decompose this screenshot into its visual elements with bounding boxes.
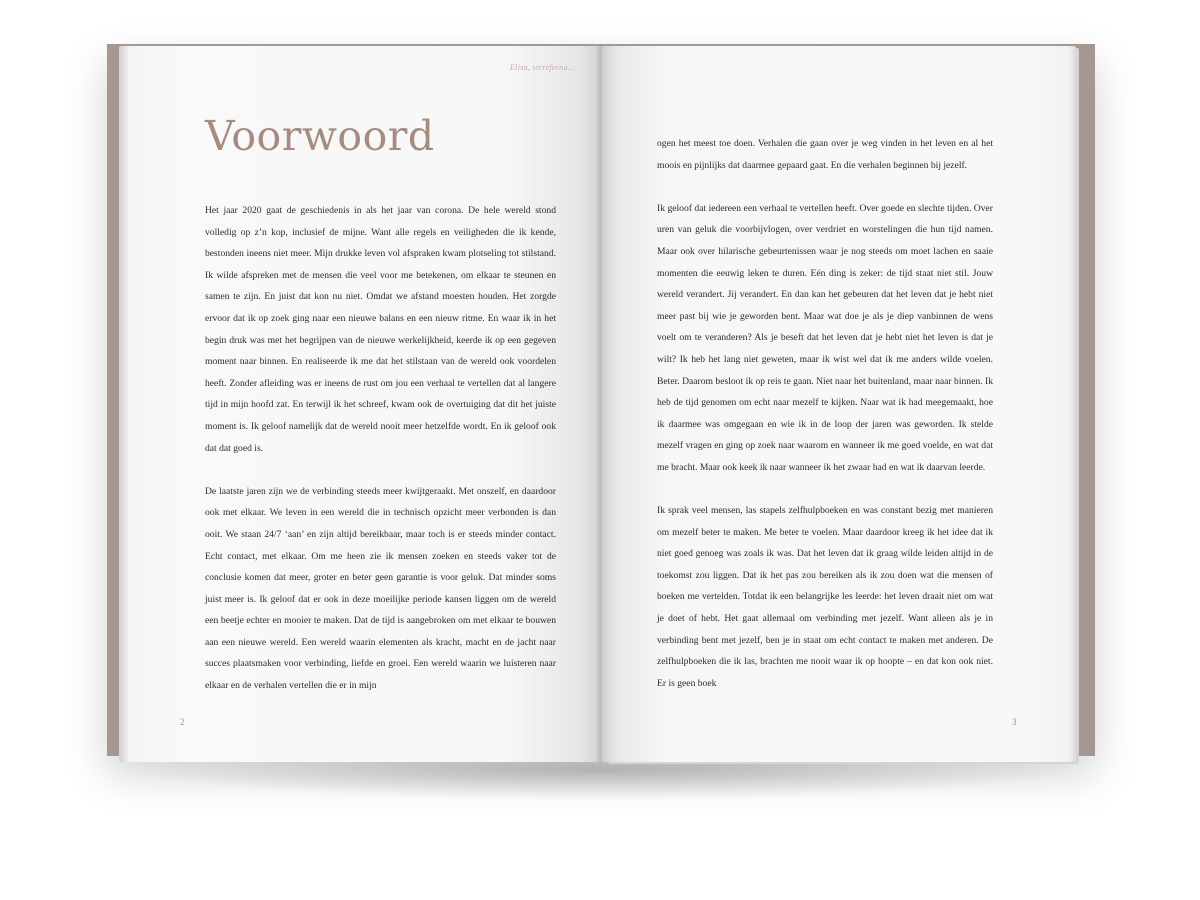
running-head: Elisa, terreferna...	[510, 63, 575, 72]
right-paragraph-3: Ik sprak veel mensen, las stapels zelfhulpboeken en was constant bezig met manieren om mezelf beter te maken. Me beter te voelen. Maar daardoor kreeg ik het idee dat ik niet goed genoeg was zoals ik was. Dat het leven dat ik graag wilde leiden altijd in de toekomst zou liggen. Dat ik het pas zou bereiken als ik zou doen wat die mensen of boeken me vertelden. Totdat ik een belangrijke les leerde: het leven draait niet om wat je doet of hebt. Het gaat allemaal om verbinding met jezelf. Want alleen als je in verbinding bent met jezelf, ben je in staat om echt contact te maken met anderen. De zelfhulpboeken die ik las, brachten me nooit waar ik op hoopte – en dat kon ook niet. Er is geen boek	[657, 505, 993, 689]
right-paragraph-2: Ik geloof dat iedereen een verhaal te vertellen heeft. Over goede en slechte tijden. Over uren van geluk die voorbijvlogen, over verdriet en worstelingen die hun tijd namen. Maar ook over hilarische gebeurtenissen waar je nog steeds om moet lachen en saaie momenten die eeuwig leken te duren. Eén ding is zeker: de tijd staat niet stil. Jouw wereld verandert. Jij verandert. En dan kan het gebeuren dat het leven dat je hebt niet meer past bij wie je geworden bent. Maar wat doe je als je diep vanbinnen de wens voelt om te veranderen? Als je beseft dat het leven dat je hebt niet het leven is dat je wilt? Ik heb het lang niet geweten, maar ik wist wel dat ik me anders wilde voelen. Beter. Daarom besloot ik op reis te gaan. Niet naar het buitenland, maar naar binnen. Ik heb de tijd genomen om echt naar mezelf te kijken. Naar wat ik had meegemaakt, hoe ik daarmee was omgegaan en wie ik in de loop der jaren was geworden. Ik stelde mezelf vragen en ging op zoek naar waarom en wanneer ik me goed voelde, en wat dat me bracht. Maar ook keek ik naar wanneer ik het zwaar had en wat ik daarvan leerde.	[657, 202, 993, 473]
page-number-right: 3	[1012, 717, 1017, 727]
left-page-body	[205, 200, 556, 718]
right-page-body	[657, 133, 993, 716]
right-paragraph-1: ogen het meest toe doen. Verhalen die gaan over je weg vinden in het leven en al het moois en pijnlijks dat daarmee gepaard gaat. En die verhalen beginnen bij jezelf.	[657, 138, 993, 171]
left-paragraph-1: Het jaar 2020 gaat de geschiedenis in als het jaar van corona. De hele wereld stond volledig op z’n kop, inclusief de mijne. Want alle regels en veiligheden die ik kende, bestonden ineens niet meer. Mijn drukke leven vol afspraken kwam plotseling tot stilstand. Ik wilde afspreken met de mensen die veel voor me betekenen, om elkaar te steunen en samen te zijn. En juist dat kon nu niet. Omdat we afstand moesten houden. Het zorgde ervoor dat ik op zoek ging naar een nieuwe balans en een nieuw ritme. En waar ik in het begin druk was met het begrijpen van de nieuwe werkelijkheid, keerde ik op een gegeven moment naar binnen. En realiseerde ik me dat het stilstaan van de wereld ook voordelen heeft. Zonder afleiding was er ineens de rust om jou een verhaal te vertellen dat al langere tijd in mijn hoofd zat. En terwijl ik het schreef, kwam ook de overtuiging dat dit het juiste moment is. Ik geloof namelijk dat de wereld nooit meer hetzelfde wordt. En ik geloof ook dat dat goed is.	[205, 205, 556, 454]
book-gutter	[596, 46, 604, 762]
left-paragraph-2: De laatste jaren zijn we de verbinding steeds meer kwijtgeraakt. Met onszelf, en daardoor ook met elkaar. We leven in een wereld die in technisch opzicht meer verbonden is dan ooit. We staan 24/7 ‘aan’ en zijn altijd bereikbaar, maar toch is er steeds minder contact. Echt contact, met elkaar. Om me heen zie ik mensen zoeken en steeds vaker tot de conclusie komen dat meer, groter en beter geen garantie is voor geluk. Dat minder soms juist meer is. Ik geloof dat er ook in deze moeilijke periode kansen liggen om de wereld een beetje echter en mooier te maken. Dat de tijd is aangebroken om met elkaar te bouwen aan een nieuwe wereld. Een wereld waarin elementen als kracht, macht en de jacht naar succes plaatsmaken voor verbinding, liefde en groei. Een wereld waarin we luisteren naar elkaar en de verhalen vertellen die er in mijn	[205, 485, 556, 692]
chapter-title: Voorwoord	[205, 112, 435, 160]
page-number-left: 2	[180, 717, 185, 727]
